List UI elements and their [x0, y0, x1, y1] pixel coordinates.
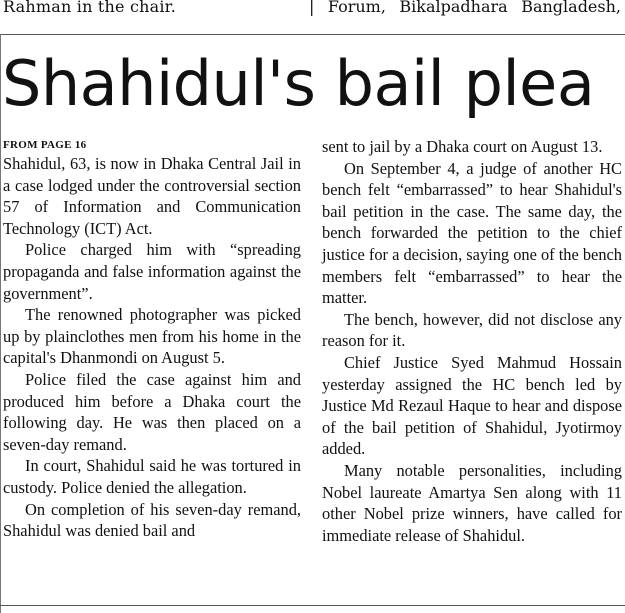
previous-article-strip: [0, 0, 625, 22]
previous-article-text-right: | Forum, Bikalpadhara Bangladesh,: [309, 0, 621, 16]
article-paragraph: The bench, however, did not disclose any reason for it.: [322, 309, 622, 351]
previous-article-text-left: Rahman in the chair.: [3, 0, 177, 16]
article-paragraph: sent to jail by a Dhaka court on August 13.: [322, 137, 603, 156]
article-headline: Shahidul's bail plea: [2, 47, 595, 120]
article-paragraph: Chief Justice Syed Mahmud Hossain yesterday assigned the HC bench led by Justice Md Rezaul Haque to hear and dispose of the bail petition of Shahidul, Jyotirmoy added.: [322, 352, 622, 459]
article-paragraph: On completion of his seven-day remand, Shahidul was denied bail and: [3, 499, 301, 541]
article-paragraph: Many notable personalities, including Nobel laureate Amartya Sen along with 11 other Nobel prize winners, have called for immediate release of Shahidul.: [322, 460, 622, 545]
article-paragraph: Police charged him with “spreading propaganda and false information against the government”.: [3, 240, 301, 303]
article-paragraph: In court, Shahidul said he was tortured in custody. Police denied the allegation.: [3, 456, 301, 497]
bottom-divider: [0, 605, 625, 606]
article-paragraph: Shahidul, 63, is now in Dhaka Central Jail in a case lodged under the controversial section 57 of Information and Communication Technology (ICT) Act.: [3, 154, 301, 238]
left-column-rule: [0, 34, 1, 613]
article-column-right: [322, 136, 622, 546]
article-paragraph: On September 4, a judge of another HC bench felt “embarrassed” to hear Shahidul's bail petition in the case. The same day, the bench forwarded the petition to the chief justice for a decision, saying one of the bench members felt “embarrassed” to hear the matter.: [322, 158, 622, 308]
article-column-left: [3, 153, 301, 542]
continued-from-label: FROM PAGE 16: [3, 139, 87, 151]
article-paragraph: The renowned photographer was picked up by plainclothes men from his home in the capital's Dhanmondi on August 5.: [3, 305, 301, 368]
top-divider: [0, 34, 625, 35]
article-paragraph: Police filed the case against him and produced him before a Dhaka court the following day. He was then placed on a seven-day remand.: [3, 369, 301, 454]
